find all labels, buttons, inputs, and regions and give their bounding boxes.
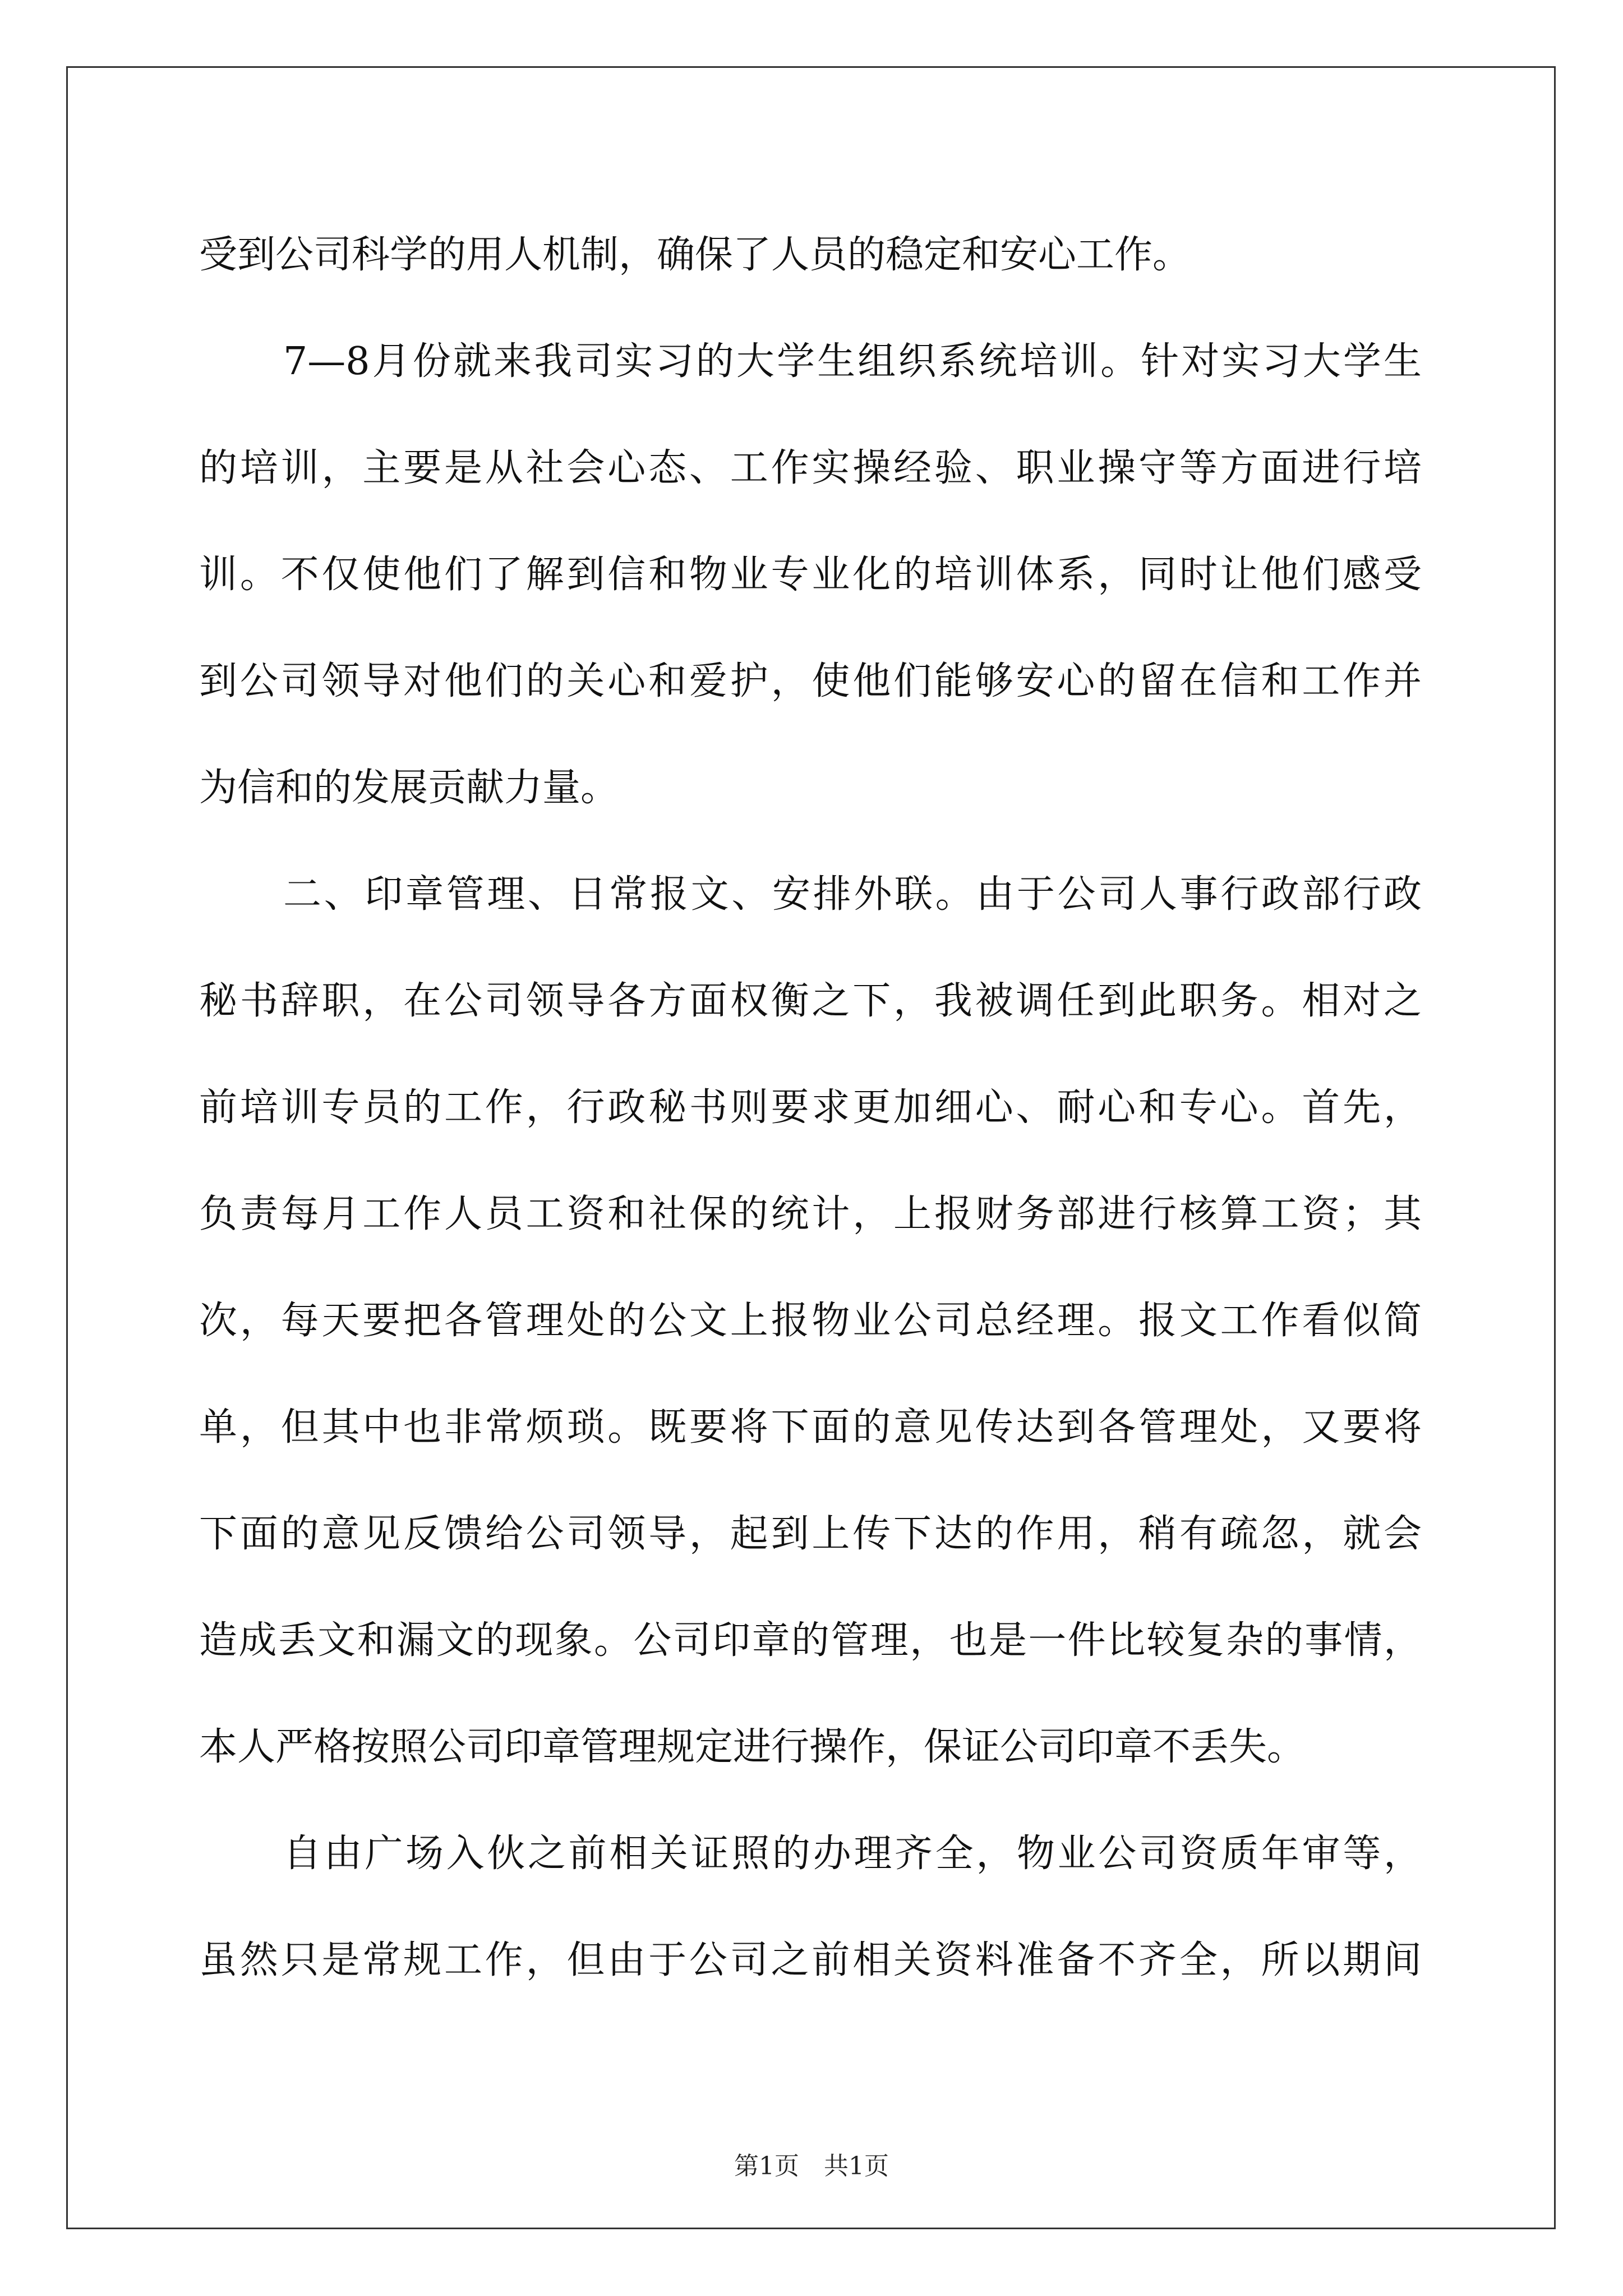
- body-line: 7—8月份就来我司实习的大学生组织系统培训。针对实习大学生: [283, 339, 1422, 384]
- body-line: 秘书辞职，在公司领导各方面权衡之下，我被调任到此职务。相对之: [199, 979, 1422, 1023]
- body-line: 为信和的发展贡献力量。: [199, 766, 619, 810]
- body-line: 虽然只是常规工作，但由于公司之前相关资料准备不齐全，所以期间: [199, 1938, 1422, 1982]
- body-line: 的培训，主要是从社会心态、工作实操经验、职业操守等方面进行培: [199, 446, 1422, 490]
- body-line: 次，每天要把各管理处的公文上报物业公司总经理。报文工作看似简: [199, 1299, 1422, 1343]
- body-line: 造成丢文和漏文的现象。公司印章的管理，也是一件比较复杂的事情，: [199, 1618, 1422, 1663]
- body-line: 到公司领导对他们的关心和爱护，使他们能够安心的留在信和工作并: [199, 659, 1422, 703]
- page-border: [66, 66, 1556, 2229]
- body-line: 本人严格按照公司印章管理规定进行操作，保证公司印章不丢失。: [199, 1725, 1306, 1769]
- body-line: 单，但其中也非常烦琐。既要将下面的意见传达到各管理处，又要将: [199, 1405, 1422, 1450]
- body-line: 二、印章管理、日常报文、安排外联。由于公司人事行政部行政: [283, 872, 1422, 917]
- body-line: 受到公司科学的用人机制，确保了人员的稳定和安心工作。: [199, 233, 1191, 277]
- body-line: 训。不仅使他们了解到信和物业专业化的培训体系，同时让他们感受: [199, 553, 1422, 597]
- body-line: 前培训专员的工作，行政秘书则要求更加细心、耐心和专心。首先，: [199, 1085, 1422, 1130]
- body-line: 负责每月工作人员工资和社保的统计，上报财务部进行核算工资；其: [199, 1192, 1422, 1236]
- body-line: 下面的意见反馈给公司领导，起到上传下达的作用，稍有疏忽，就会: [199, 1512, 1422, 1556]
- page-number-footer: 第1页 共1页: [734, 2152, 889, 2180]
- body-line: 自由广场入伙之前相关证照的办理齐全，物业公司资质年审等，: [283, 1832, 1422, 1876]
